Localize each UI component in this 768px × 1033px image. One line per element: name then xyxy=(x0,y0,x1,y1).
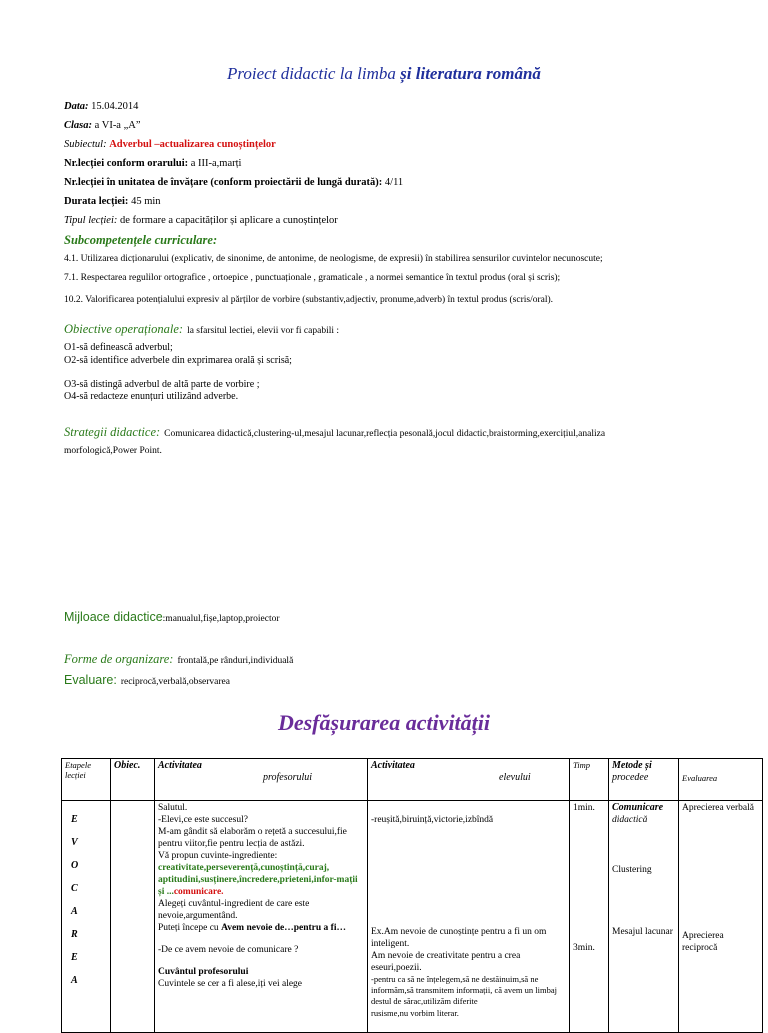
durata-row: Durata lecției: 45 min xyxy=(64,196,161,207)
subcompetenta-item: 7.1. Respectarea regulilor ortografice , ortoepice , punctuaționale , gramaticale , a normei semantice în textul produs (oral și scris); xyxy=(64,273,561,283)
subcompetente-heading: Subcompetențele curriculare: xyxy=(64,233,218,247)
desfasurarea-heading: Desfășurarea activității xyxy=(277,710,491,735)
objective-item: O3-să distingă adverbul de altă parte de vorbire ; xyxy=(64,379,260,390)
mijloace-row: Mijloace didactice:manualul,fișe,laptop,proiector xyxy=(64,610,280,624)
header-activitatea-profesorului: Activitatea profesorului xyxy=(155,759,368,801)
table-row xyxy=(62,801,763,1033)
subiect-row: Subiectul: Adverbul –actualizarea cunoștințelor xyxy=(64,139,276,150)
obiective-cell xyxy=(111,801,155,1033)
clasa-row: Clasa: a VI-a „A” xyxy=(64,120,141,131)
objective-item: O1-să definească adverbul; xyxy=(64,342,173,353)
page-title: Proiect didactic la limba și literatura română xyxy=(227,64,541,83)
nr-orar-row: Nr.lecției conform orarului: a III-a,marți xyxy=(64,158,242,169)
tipul-row: Tipul lecției: de formare a capacităților și aplicare a cunoștințelor xyxy=(64,215,338,226)
evaluare-cell: Aprecierea verbală Aprecierea reciprocă xyxy=(679,801,763,1033)
header-evaluarea: Evaluarea xyxy=(679,759,763,801)
lesson-table xyxy=(61,758,763,1033)
evaluare-row: Evaluare: reciprocă,verbală,observarea xyxy=(64,673,230,687)
nr-unitate-row: Nr.lecției în unitatea de învățare (conform proiectării de lungă durată): 4/11 xyxy=(64,177,404,188)
header-activitatea-elevului: Activitatea elevului xyxy=(368,759,570,801)
activitatea-elevului-cell: -reușită,biruință,victorie,izbîndă Ex.Am nevoie de cunoștințe pentru a fi un om inteligent. Am nevoie de creativitate pentru a crea eseuri,poezii. -pentru ca să ne înțelegem,să ne destăinuim,să ne informăm,să transmitem informații, că avem un limbaj destul de sărac,utilizăm diferite rusisme,nu vorbim literar. xyxy=(368,801,570,1033)
header-etape: Etapele lecției xyxy=(62,759,111,801)
table-header-row xyxy=(62,759,763,801)
subcompetenta-item: 4.1. Utilizarea dicționarului (explicativ, de sinonime, de antonime, de neologisme, de expresii) în stabilirea sensurilor cuvintelor necunoscute; xyxy=(64,254,603,264)
strategii-block: Strategii didactice: Comunicarea didactică,clustering-ul,mesajul lacunar,reflecția pesonală,jocul didactic,braistorming,exercițiul,analiza xyxy=(64,425,606,439)
stage-letters: E V O C A R E A xyxy=(62,801,111,1033)
header-metode: Metode și procedee xyxy=(609,759,679,801)
header-timp: Timp xyxy=(570,759,609,801)
forme-row: Forme de organizare: frontală,pe rânduri,individuală xyxy=(64,652,294,666)
strategii-line2: morfologică,Power Point. xyxy=(64,446,162,456)
subcompetenta-item: 10.2. Valorificarea potențialului expresiv al părților de vorbire (substantiv,adjectiv, pronume,adverb) în textul produs (scris/oral). xyxy=(64,295,554,305)
activitatea-profesorului-cell: Salutul. -Elevi,ce este succesul? M-am gândit să elaborăm o rețetă a succesului,fie pentru viitor,fie pentru lecția de astăzi. Vă propun cuvinte-ingrediente: creativitate,perseverență,cunoștință,curaj, aptitudini,susținere,încredere,prieteni,infor-mații și ...comunicare. Alegeți cuvântul-ingredient de care este nevoie,argumentând. Puteți începe cu Avem nevoie de…pentru a fi… -De ce avem nevoie de comunicare ? Cuvântul profesorului Cuvintele se cer a fi alese,iți vei alege xyxy=(155,801,368,1033)
objective-item: O2-să identifice adverbele din exprimarea orală și scrisă; xyxy=(64,355,292,366)
obiective-heading-row: Obiective operaționale: la sfarsitul lectiei, elevii vor fi capabili : xyxy=(64,322,340,336)
objective-item: O4-să redacteze enunțuri utilizând adverbe. xyxy=(64,391,239,402)
data-row: Data: 15.04.2014 xyxy=(64,101,139,112)
header-obiec: Obiec. xyxy=(111,759,155,801)
metode-cell: Comunicare didactică Clustering Mesajul lacunar xyxy=(609,801,679,1033)
timp-cell: 1min. 3min. xyxy=(570,801,609,1033)
